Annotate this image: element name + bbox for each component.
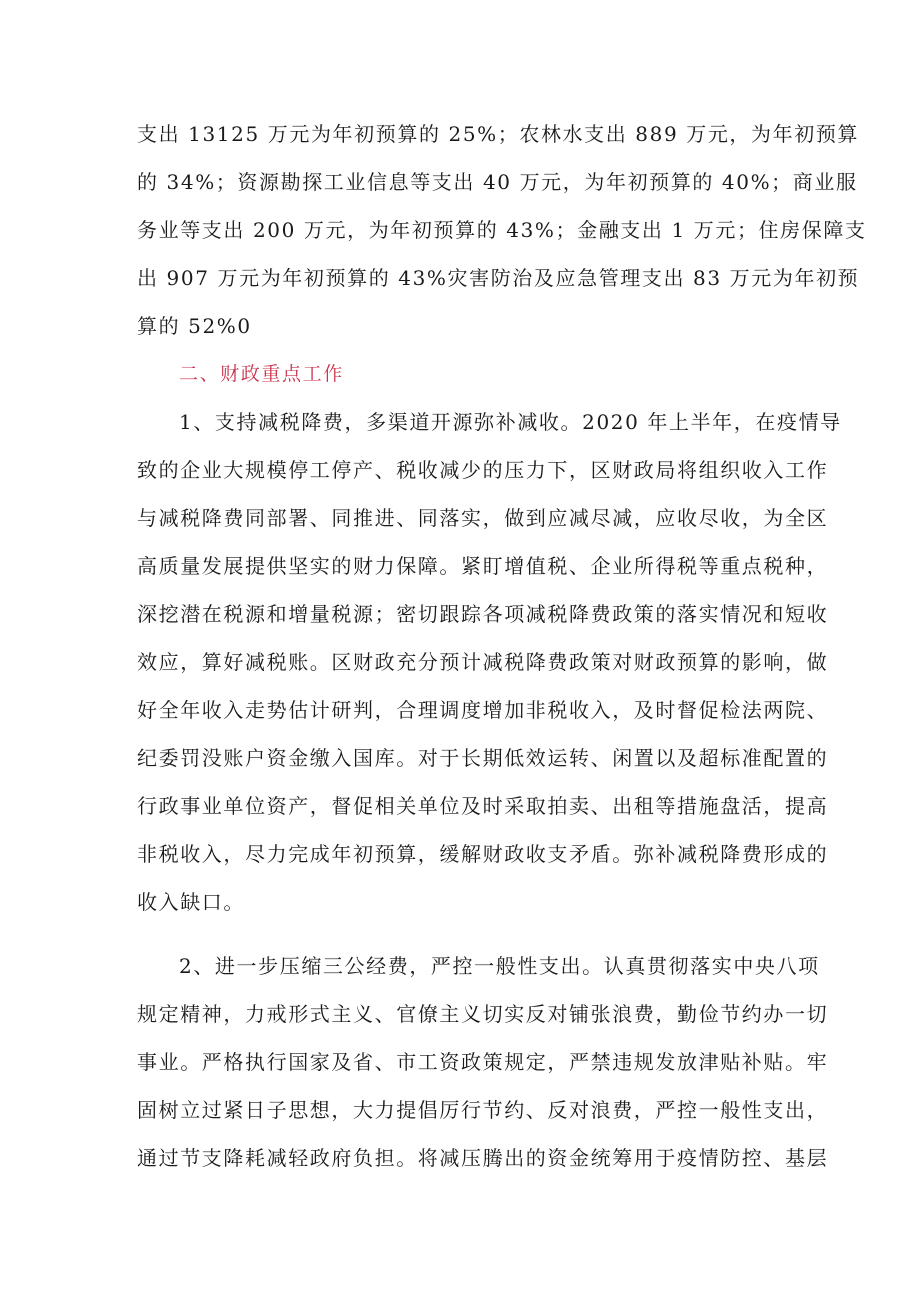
paragraph-tax-reduction [137,398,842,926]
text-line: 2、进一步压缩三公经费，严控一般性支出。认真贯彻落实中央八项 [179,954,820,978]
text-line: 高质量发展提供坚实的财力保障。紧盯增值税、企业所得税等重点税种， [137,554,829,578]
text-line: 事业。严格执行国家及省、市工资政策规定，严禁违规发放津贴补贴。牢 [137,1050,829,1074]
text-line: 与减税降费同部署、同推进、同落实，做到应减尽减，应收尽收，为全区 [137,506,829,530]
section-heading: 二、财政重点工作 [179,363,344,385]
text-line: 规定精神，力戒形式主义、官僚主义切实反对铺张浪费，勤俭节约办一切 [137,1002,829,1026]
text-line: 好全年收入走势估计研判，合理调度增加非税收入，及时督促检法两院、 [137,698,829,722]
text-line: 效应，算好减税账。区财政充分预计减税降费政策对财政预算的影响，做 [137,650,829,674]
paragraph-spending-control [137,942,829,1182]
text-line: 非税收入，尽力完成年初预算，缓解财政收支矛盾。弥补减税降费形成的 [137,842,829,866]
text-line: 算的 52%0 [137,314,252,338]
text-line: 行政事业单位资产，督促相关单位及时采取拍卖、出租等措施盘活，提高 [137,794,829,818]
text-line: 收入缺口。 [137,890,245,914]
text-line: 出 907 万元为年初预算的 43%灾害防治及应急管理支出 83 万元为年初预 [137,266,860,290]
text-line: 的 34%；资源勘探工业信息等支出 40 万元，为年初预算的 40%；商业服 [137,170,858,194]
text-line: 务业等支出 200 万元，为年初预算的 43%；金融支出 1 万元；住房保障支 [137,218,867,242]
text-line: 1、支持减税降费，多渠道开源弥补减收。2020 年上半年，在疫情导 [179,410,842,434]
text-line: 纪委罚没账户资金缴入国库。对于长期低效运转、闲置以及超标准配置的 [137,746,829,770]
text-line: 致的企业大规模停工停产、税收减少的压力下，区财政局将组织收入工作 [137,458,829,482]
paragraph-gap [137,926,787,942]
text-line: 固树立过紧日子思想，大力提倡厉行节约、反对浪费，严控一般性支出， [137,1098,829,1122]
budget-paragraph [137,110,867,350]
text-line: 深挖潜在税源和增量税源；密切跟踪各项减税降费政策的落实情况和短收 [137,602,829,626]
text-line: 通过节支降耗减轻政府负担。将减压腾出的资金统筹用于疫情防控、基层 [137,1146,829,1170]
text-line: 支出 13125 万元为年初预算的 25%；农林水支出 889 万元，为年初预算 [137,122,860,146]
document-body [137,110,867,1182]
